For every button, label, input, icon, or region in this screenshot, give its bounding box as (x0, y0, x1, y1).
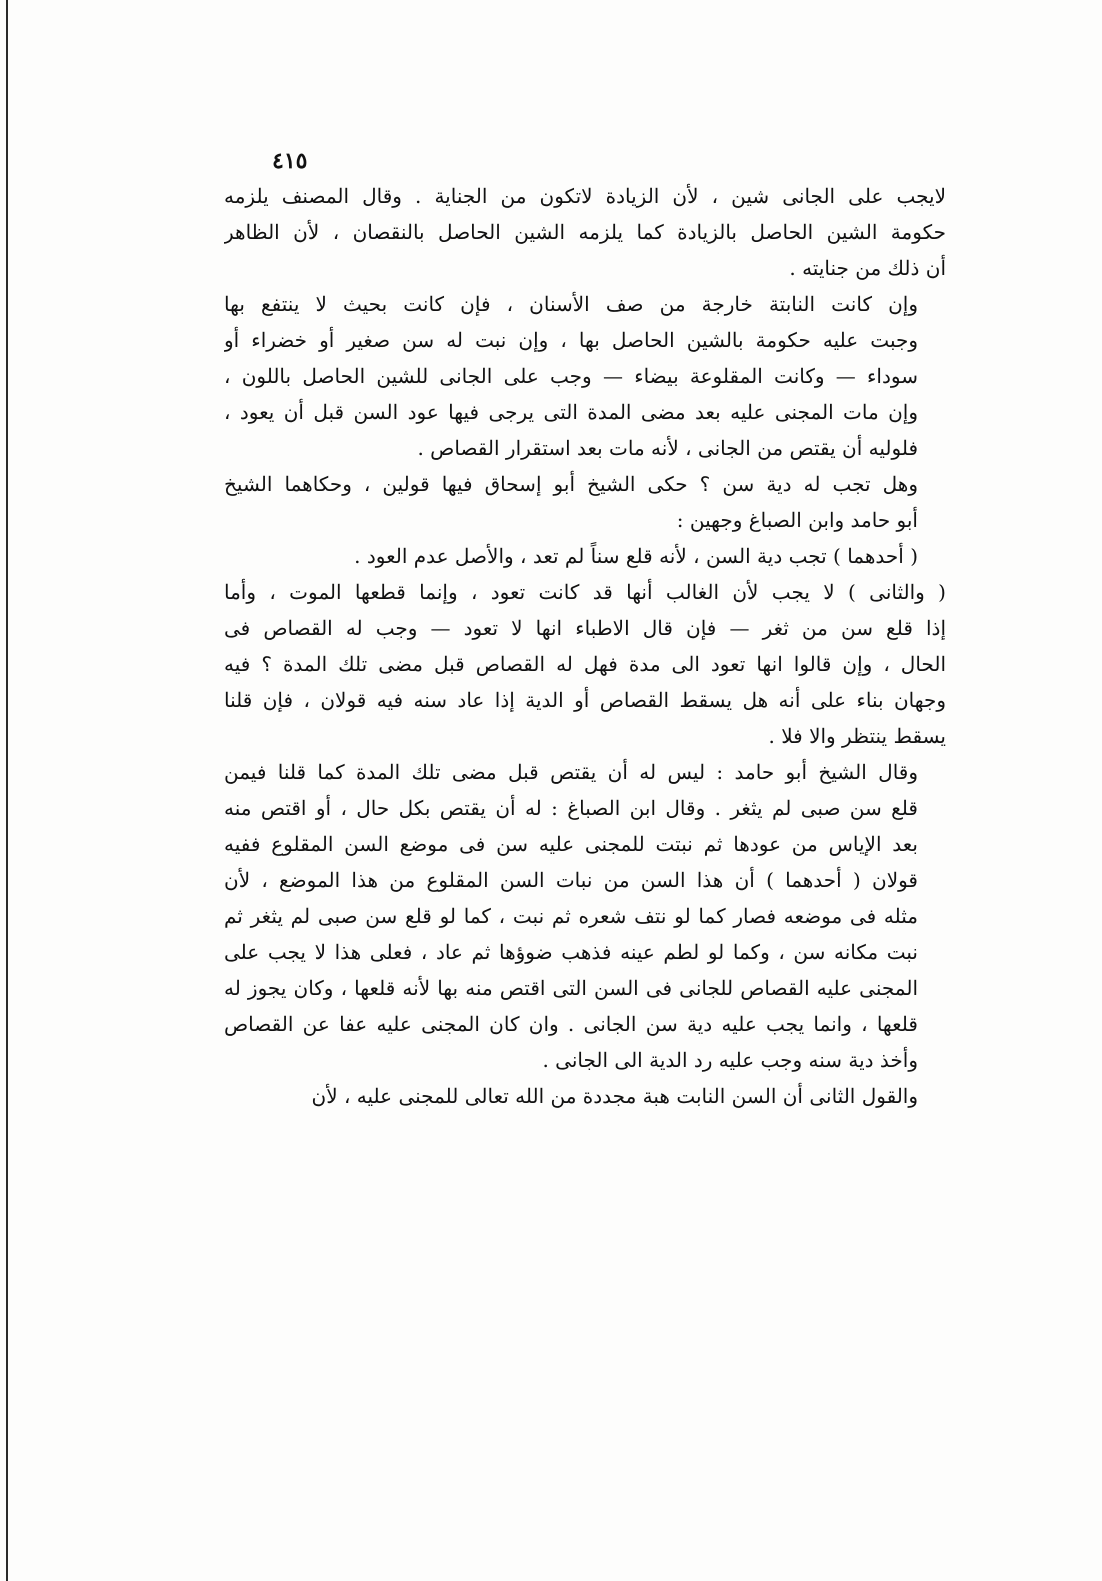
text-line: مثله فى موضعه فصار كما لو نتف شعره ثم نبت ، كما لو قلع سن صبى لم يثغر ثم (224, 904, 918, 928)
paragraph (224, 538, 946, 574)
text-line: ( والثانى ) لا يجب لأن الغالب أنها قد كانت تعود ، وإنما قطعها الموت ، وأما (224, 580, 946, 604)
paragraph (224, 574, 946, 754)
text-line: حكومة الشين الحاصل بالزيادة كما يلزمه الشين الحاصل بالنقصان ، لأن الظاهر (224, 220, 946, 244)
text-line: قلعها ، وانما يجب عليه دية سن الجانى . وان كان المجنى عليه عفا عن القصاص (224, 1012, 918, 1036)
text-line: قلع سن صبى لم يثغر . وقال ابن الصباغ : له أن يقتص بكل حال ، أو اقتص منه (224, 796, 918, 820)
paragraph (224, 754, 946, 1078)
text-line: إذا قلع سن من ثغر — فإن قال الاطباء انها لا تعود — وجب له القصاص فى (224, 616, 946, 640)
text-line: وإن مات المجنى عليه بعد مضى المدة التى يرجى فيها عود السن قبل أن يعود ، (224, 400, 918, 424)
text-line: الحال ، وإن قالوا انها تعود الى مدة فهل له القصاص قبل مضى تلك المدة ؟ فيه (224, 652, 946, 676)
text-line: وإن كانت النابتة خارجة من صف الأسنان ، فإن كانت بحيث لا ينتفع بها (224, 292, 918, 316)
paragraph (224, 286, 946, 466)
text-line: قولان ( أحدهما ) أن هذا السن من نبات السن المقلوع من هذا الموضع ، لأن (224, 868, 918, 892)
text-line: أن ذلك من جنايته . (789, 256, 946, 280)
page-edge-line (6, 0, 8, 1581)
paragraph (224, 178, 946, 286)
text-line: ( أحدهما ) تجب دية السن ، لأنه قلع سناً لم تعد ، والأصل عدم العود . (354, 544, 918, 568)
text-line: سوداء — وكانت المقلوعة بيضاء — وجب على الجانى للشين الحاصل باللون ، (224, 364, 918, 388)
text-line: نبت مكانه سن ، وكما لو لطم عينه فذهب ضوؤها ثم عاد ، فعلى هذا لا يجب على (224, 940, 918, 964)
text-line: فلوليه أن يقتص من الجانى ، لأنه مات بعد استقرار القصاص . (417, 436, 918, 460)
paragraph (224, 466, 946, 538)
text-line: وقال الشيخ أبو حامد : ليس له أن يقتص قبل مضى تلك المدة كما قلنا فيمن (224, 760, 918, 784)
text-line: يسقط ينتظر والا فلا . (768, 724, 946, 748)
text-line: لايجب على الجانى شين ، لأن الزيادة لاتكون من الجناية . وقال المصنف يلزمه (224, 184, 946, 208)
text-line: وهل تجب له دية سن ؟ حكى الشيخ أبو إسحاق فيها قولين ، وحكاهما الشيخ (224, 472, 918, 496)
paragraph (224, 1078, 946, 1114)
page-number: ٤١٥ (272, 148, 308, 174)
text-line: والقول الثانى أن السن النابت هبة مجددة من الله تعالى للمجنى عليه ، لأن (311, 1084, 918, 1108)
text-line: أبو حامد وابن الصباغ وجهين : (676, 508, 918, 532)
text-line: بعد الإياس من عودها ثم نبتت للمجنى عليه سن فى موضع السن المقلوع ففيه (224, 832, 918, 856)
text-line: وأخذ دية سنه وجب عليه رد الدية الى الجانى . (542, 1048, 918, 1072)
text-line: المجنى عليه القصاص للجانى فى السن التى اقتص منه بها لأنه قلعها ، وكان يجوز له (224, 976, 918, 1000)
text-line: وجبت عليه حكومة بالشين الحاصل بها ، وإن نبت له سن صغير أو خضراء أو (224, 328, 918, 352)
text-line: وجهان بناء على أنه هل يسقط القصاص أو الدية إذا عاد سنه فيه قولان ، فإن قلنا (224, 688, 946, 712)
body-text (224, 178, 946, 1114)
